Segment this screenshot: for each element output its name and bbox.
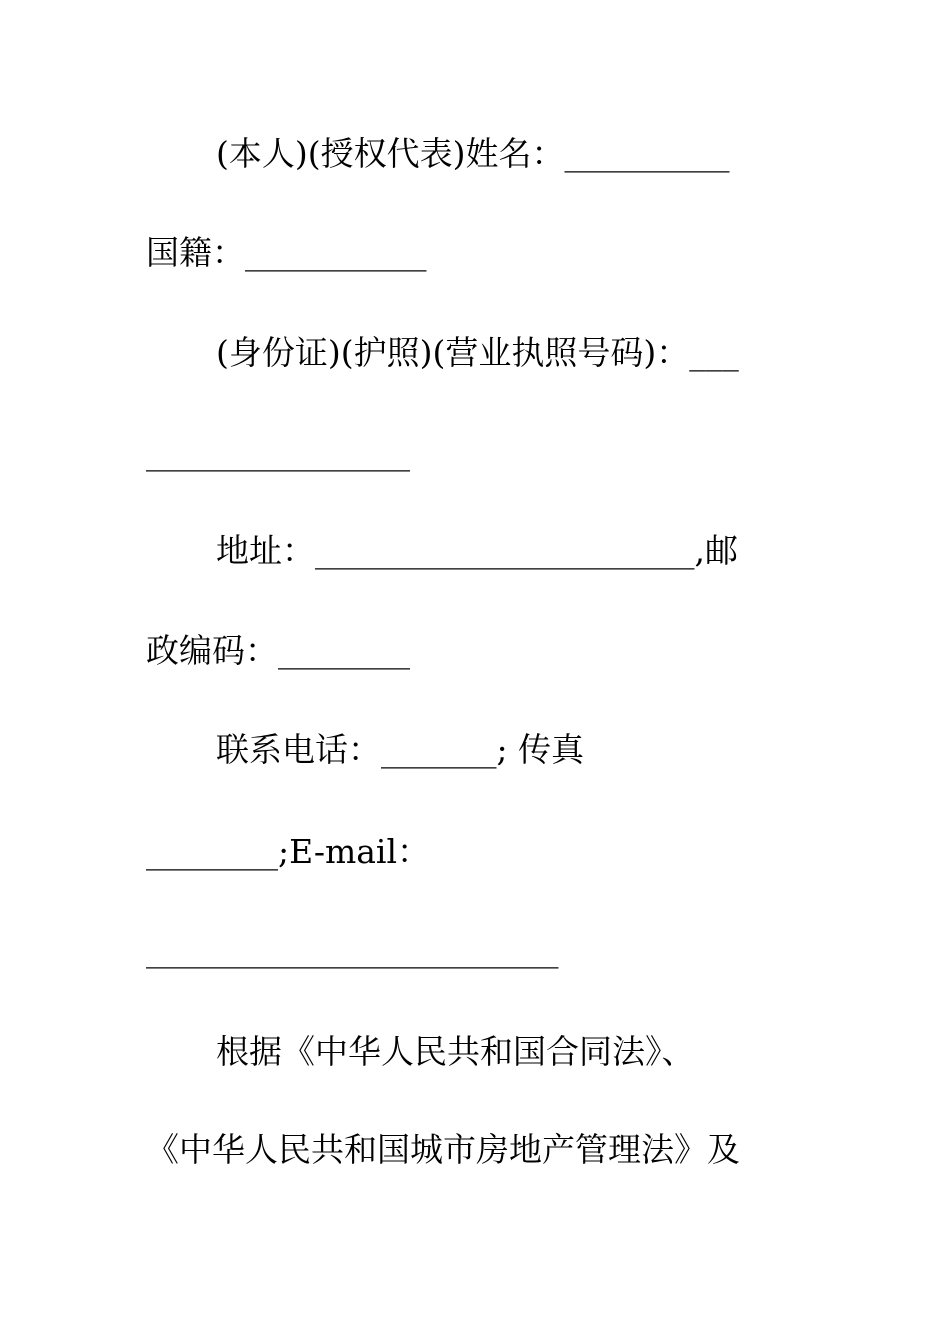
nationality-field-line: 国籍：___________ [146, 233, 427, 272]
name-field-line: (本人)(授权代表)姓名：__________ [216, 134, 730, 173]
legal-basis-continuation: 《中华人民共和国城市房地产管理法》及 [146, 1130, 740, 1169]
legal-basis-paragraph-line: 根据《中华人民共和国合同法》、 [216, 1032, 695, 1071]
phone-fax-field-line: 联系电话：_______; 传真 [216, 730, 585, 769]
fax-email-field-line: ________;E-mail： [146, 832, 431, 871]
id-number-blank-line: ________________ [146, 433, 410, 472]
id-number-field-line: (身份证)(护照)(营业执照号码)：___ [216, 333, 739, 372]
address-field-line: 地址：_______________________,邮 [216, 531, 738, 570]
email-blank-line: _________________________ [146, 930, 559, 969]
postal-code-field-line: 政编码：________ [146, 631, 410, 670]
